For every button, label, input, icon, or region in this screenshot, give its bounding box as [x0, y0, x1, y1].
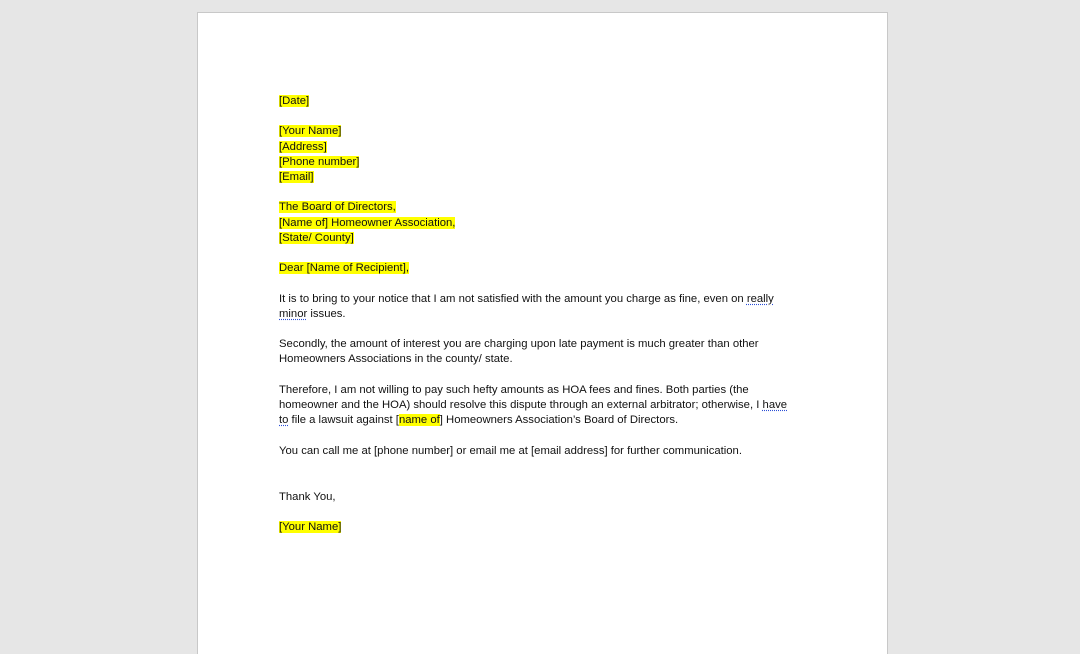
- name-of-placeholder: name of: [398, 414, 440, 427]
- p3-text-l3d: ] Homeowners Association’s Board of Directors.: [439, 414, 679, 427]
- recipient-line-3: [279, 231, 809, 246]
- recipient-board: The Board of Directors,: [279, 201, 396, 214]
- p3-text-l3b: file a lawsuit against [: [288, 414, 399, 427]
- sender-name-placeholder: [Your Name]: [279, 125, 342, 138]
- paragraph-1-line-1: [279, 292, 809, 307]
- p1-text-a: It is to bring to your notice that I am not satisfied with the amount you charge as fine, even on: [279, 292, 747, 305]
- document-page[interactable]: [197, 12, 888, 654]
- p3-text-l2a: homeowner and the HOA) should resolve this dispute through an external arbitrator; otherwise, I: [279, 398, 763, 411]
- paragraph-4-line-1: You can call me at [phone number] or email me at [email address] for further communication.: [279, 444, 742, 457]
- signature-placeholder: [Your Name]: [279, 521, 342, 534]
- date-placeholder: [Date]: [279, 95, 310, 107]
- spellcheck-word-minor[interactable]: minor: [279, 307, 308, 320]
- sender-email-placeholder: [Email]: [279, 171, 314, 183]
- sender-name-line: [279, 124, 809, 139]
- paragraph-3-line-1: Therefore, I am not willing to pay such hefty amounts as HOA fees and fines. Both parties (the: [279, 383, 749, 396]
- paragraph-2-line-1: Secondly, the amount of interest you are charging upon late payment is much greater than other: [279, 338, 759, 351]
- paragraph-3-line-2: [279, 398, 809, 413]
- p1-text-d: issues.: [307, 307, 346, 320]
- sender-phone-line: [279, 155, 809, 170]
- letter-body[interactable]: [279, 94, 809, 535]
- closing-line: Thank You,: [279, 490, 336, 503]
- spellcheck-word-really[interactable]: really: [746, 292, 774, 305]
- recipient-state: [State/ County]: [279, 231, 354, 244]
- date-line: [279, 94, 809, 109]
- sender-email-line: [279, 170, 809, 185]
- recipient-association: [Name of] Homeowner Association,: [279, 216, 456, 229]
- salutation-line: [279, 261, 809, 276]
- sender-address-placeholder: [Address]: [279, 140, 327, 153]
- spellcheck-word-to[interactable]: to: [279, 414, 289, 427]
- salutation: Dear [Name of Recipient],: [279, 262, 409, 275]
- spellcheck-word-have[interactable]: have: [762, 398, 788, 411]
- recipient-line-1: [279, 200, 809, 215]
- sender-address-line: [279, 140, 809, 155]
- paragraph-1-line-2: [279, 307, 809, 322]
- paragraph-2-line-2: Homeowners Associations in the county/ state.: [279, 353, 513, 366]
- paragraph-3-line-3: [279, 413, 809, 428]
- recipient-line-2: [279, 216, 809, 231]
- signature-line: [279, 520, 809, 535]
- sender-phone-placeholder: [Phone number]: [279, 155, 360, 168]
